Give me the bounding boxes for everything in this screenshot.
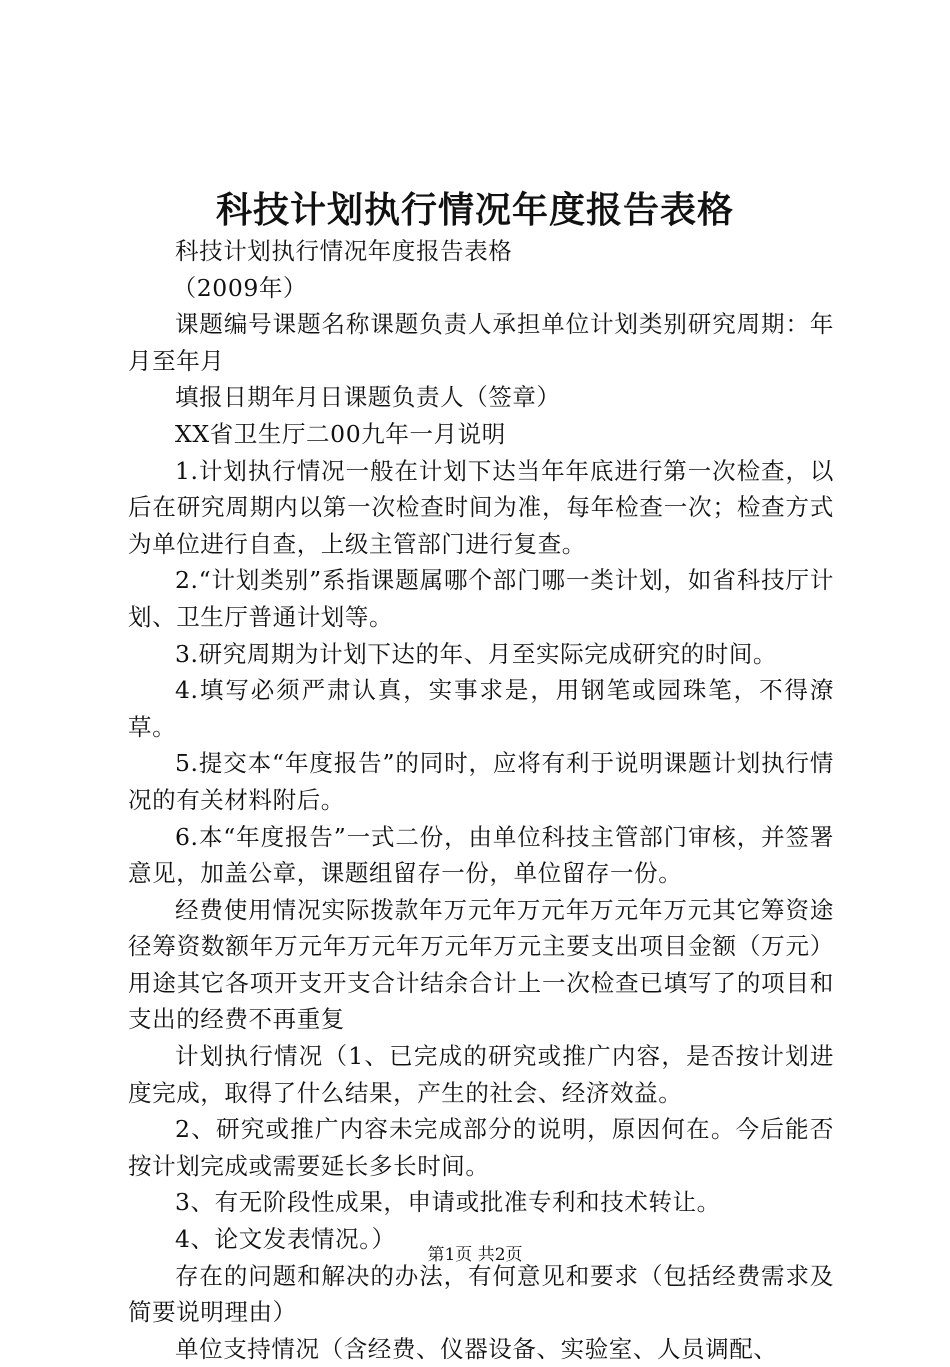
paragraph-note-5: 5.提交本“年度报告”的同时，应将有利于说明课题计划执行情况的有关材料附后。	[128, 749, 834, 814]
document-title: 科技计划执行情况年度报告表格	[215, 189, 734, 231]
paragraph-execution-2: 2、研究或推广内容未完成部分的说明，原因何在。今后能否按计划完成或需要延长多长时间。	[128, 1115, 834, 1180]
paragraph-year: （2009年）	[172, 273, 308, 302]
paragraph-issuer: XX省卫生厅二00九年一月说明	[175, 419, 506, 448]
paragraph-note-3: 3.研究周期为计划下达的年、月至实际完成研究的时间。	[175, 639, 778, 668]
paragraph-fill-date: 填报日期年月日课题负责人（签章）	[175, 383, 561, 412]
paragraph-subtitle: 科技计划执行情况年度报告表格	[175, 237, 513, 265]
paragraph-execution-4: 4、论文发表情况。）	[175, 1225, 396, 1254]
paragraph-execution-3: 3、有无阶段性成果，申请或批准专利和技术转让。	[175, 1188, 721, 1217]
document-body	[128, 233, 834, 1367]
paragraph-note-2: 2.“计划类别”系指课题属哪个部门哪一类计划，如省科技厅计划、卫生厅普通计划等。	[128, 566, 834, 631]
paragraph-execution: 计划执行情况（1、已完成的研究或推广内容，是否按计划进度完成，取得了什么结果，产生的社会、经济效益。	[128, 1042, 834, 1107]
paragraph-note-6: 6.本“年度报告”一式二份，由单位科技主管部门审核，并签署意见，加盖公章，课题组留存一份，单位留存一份。	[128, 822, 834, 888]
paragraph-problems: 存在的问题和解决的办法，有何意见和要求（包括经费需求及简要说明理由）	[128, 1261, 834, 1327]
paragraph-unit-support: 单位支持情况（含经费、仪器设备、实验室、人员调配、	[175, 1334, 778, 1363]
paragraph-project-fields: 课题编号课题名称课题负责人承担单位计划类别研究周期：年月至年月	[128, 310, 834, 375]
paragraph-note-1: 1.计划执行情况一般在计划下达当年年底进行第一次检查，以后在研究周期内以第一次检查时间为准，每年检查一次；检查方式为单位进行自查，上级主管部门进行复查。	[128, 456, 834, 558]
paragraph-funding: 经费使用情况实际拨款年万元年万元年万元年万元其它筹资途径筹资数额年万元年万元年万元年万元主要支出项目金额（万元）用途其它各项开支开支合计结余合计上一次检查已填写了的项目和支出的经费不再重复	[128, 895, 834, 1034]
paragraph-note-4: 4.填写必须严肃认真，实事求是，用钢笔或园珠笔，不得潦草。	[128, 676, 834, 741]
page-footer: 第1页 共2页	[427, 1245, 523, 1265]
